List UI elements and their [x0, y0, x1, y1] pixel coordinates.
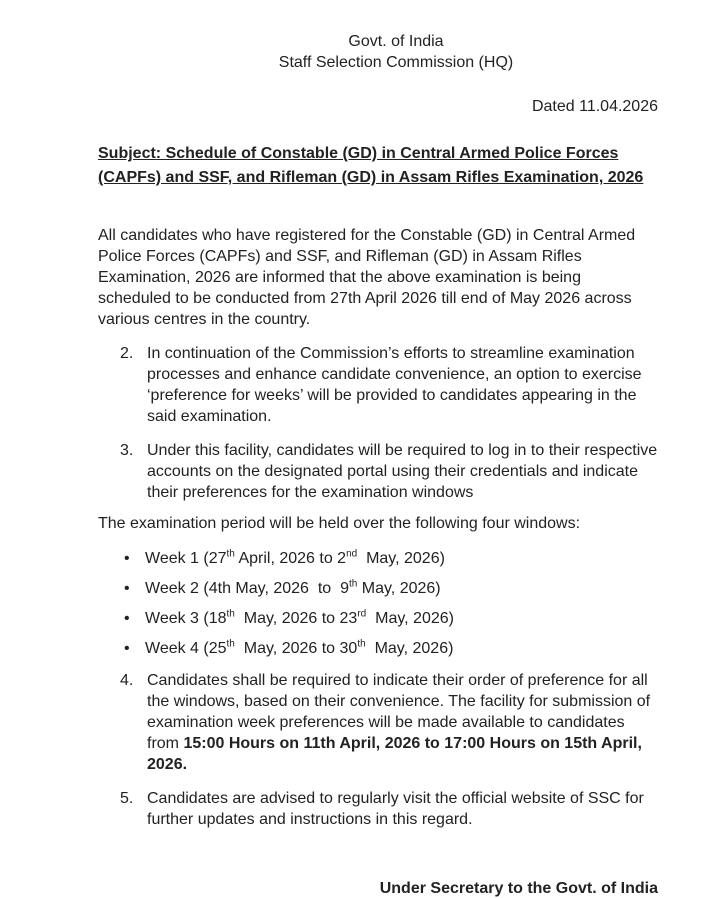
item-number: 5. [120, 790, 134, 807]
org-name-line2: Staff Selection Commission (HQ) [278, 54, 514, 71]
subject-heading [98, 142, 658, 190]
week-list-item-2 [98, 578, 658, 599]
letterhead [98, 31, 658, 73]
item-text: In continuation of the Commission’s efforts to streamline examination processes and enhance candidate convenience, an option to exercise ‘preference for weeks’ will be provided to candidates appearing in the said examination. [147, 345, 642, 425]
week-list-item-1 [98, 548, 658, 569]
numbered-item-5 [98, 788, 658, 830]
week-text: Week 2 (4th May, 2026 to 9th May, 2026) [145, 578, 441, 597]
numbered-item-4 [98, 670, 658, 775]
item-number: 3. [120, 442, 134, 459]
week-list-item-4 [98, 638, 658, 659]
bullet-icon [124, 638, 145, 659]
week-text: Week 1 (27th April, 2026 to 2nd May, 2026) [145, 548, 445, 567]
subject-line-1: Subject: Schedule of Constable (GD) in Central Armed Police Forces [98, 145, 619, 162]
numbered-item-3 [98, 440, 658, 503]
org-name-line1: Govt. of India [348, 33, 444, 50]
subject-line-2: (CAPFs) and SSF, and Rifleman (GD) in Assam Rifles Examination, 2026 [98, 169, 644, 186]
signature-block: Under Secretary to the Govt. of India [379, 880, 658, 897]
bullet-icon [124, 548, 145, 569]
paragraph-1: All candidates who have registered for the Constable (GD) in Central Armed Police Forces (CAPFs) and SSF, and Rifleman (GD) in Assam Rifles Examination, 2026 are informed that the above examination is being scheduled to be conducted from 27th April 2026 till end of May 2026 across various centres in the country. [98, 227, 636, 328]
bullet-icon [124, 608, 145, 629]
week-text: Week 4 (25th May, 2026 to 30th May, 2026) [145, 638, 454, 657]
numbered-item-2 [98, 343, 658, 427]
item-text: Candidates are advised to regularly visit the official website of SSC for further updates and instructions in this regard. [147, 790, 644, 828]
item-text: Candidates shall be required to indicate their order of preference for all the windows, based on their convenience. The facility for submission of examination week preferences will be made available to candidates from 15:00 Hours on 11th April, 2026 to 17:00 Hours on 15th April, 2026. [147, 672, 651, 773]
item-number: 4. [120, 672, 134, 689]
item-text: Under this facility, candidates will be required to log in to their respective accounts on the designated portal using their credentials and indicate their preferences for the examination windows [147, 442, 658, 501]
item-number: 2. [120, 345, 134, 362]
bullet-icon [124, 578, 145, 599]
dated-line: Dated 11.04.2026 [531, 98, 658, 115]
windows-intro: The examination period will be held over the following four windows: [98, 515, 581, 532]
week-list [98, 548, 658, 659]
week-list-item-3 [98, 608, 658, 629]
week-text: Week 3 (18th May, 2026 to 23rd May, 2026) [145, 608, 454, 627]
